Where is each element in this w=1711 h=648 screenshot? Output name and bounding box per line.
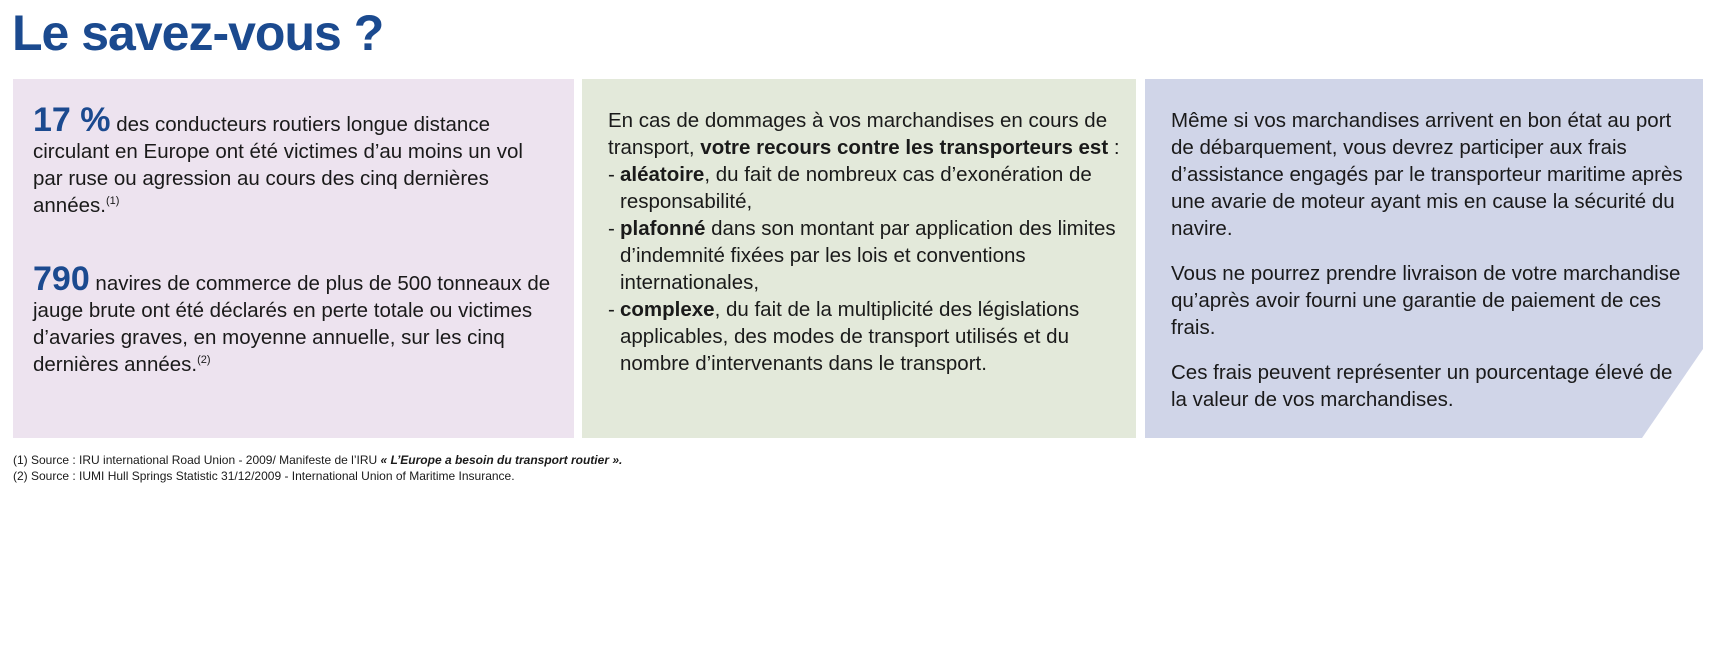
dash-marker: - <box>608 163 615 186</box>
assistance-panel <box>1145 79 1703 438</box>
stat-value: 790 <box>33 260 90 298</box>
stats-panel <box>13 79 574 438</box>
list-item <box>608 161 1126 215</box>
footnote-text: (1) Source : IRU international Road Union - 2009/ Manifeste de l’IRU <box>13 453 381 467</box>
footnotes <box>13 452 622 484</box>
list-item <box>608 215 1126 296</box>
recourse-list <box>608 161 1126 377</box>
stat-text: navires de commerce de plus de 500 tonneaux de jauge brute ont été déclarés en perte totale ou victimes d’avaries graves, en moyenne annuelle, sur les cinq dernières années. <box>33 272 551 376</box>
list-item-text: , du fait de nombreux cas d’exonération de responsabilité, <box>620 163 1092 213</box>
paragraph: Vous ne pourrez prendre livraison de votre marchandise qu’après avoir fourni une garantie de paiement de ces frais. <box>1171 262 1681 339</box>
stat-text: des conducteurs routiers longue distance circulant en Europe ont été victimes d’au moins un vol par ruse ou agression au cours des cinq dernières années. <box>33 113 523 217</box>
intro-end: : <box>1108 136 1120 159</box>
footnote-ref: (1) <box>105 195 120 208</box>
footnote-ref: (2) <box>197 354 211 367</box>
intro-bold-text: votre recours contre les transporteurs est <box>700 136 1109 159</box>
dash-marker: - <box>608 298 615 321</box>
list-item-text: dans son montant par application des limites d’indemnité fixées par les lois et conventions internationales, <box>620 217 1116 294</box>
footnote-1 <box>13 452 622 468</box>
footnote-title: « L’Europe a besoin du transport routier ». <box>380 453 623 467</box>
list-item-bold: complexe <box>620 298 715 321</box>
recourse-panel <box>582 79 1136 438</box>
stat-truck-drivers <box>33 101 558 219</box>
list-item-text: , du fait de la multiplicité des législations applicables, des modes de transport utilisés et du nombre d’intervenants dans le transport. <box>620 298 1080 375</box>
list-item-bold: plafonné <box>620 217 706 240</box>
recourse-intro <box>608 107 1126 161</box>
list-item <box>608 296 1126 377</box>
intro-text: En cas de dommages à vos marchandises en cours de transport, <box>608 109 1108 159</box>
stat-ships <box>33 260 558 378</box>
dash-marker: - <box>608 217 615 240</box>
list-item-bold: aléatoire <box>620 163 705 186</box>
paragraph: Même si vos marchandises arrivent en bon état au port de débarquement, vous devrez participer aux frais d’assistance engagés par le transporteur maritime après une avarie de moteur ayant mis en cause la sécurité du navire. <box>1171 109 1683 240</box>
page-title: Le savez-vous ? <box>12 5 384 61</box>
footnote-2: (2) Source : IUMI Hull Springs Statistic 31/12/2009 - International Union of Maritime Insurance. <box>13 469 515 483</box>
stat-value: 17 % <box>33 101 111 139</box>
paragraph: Ces frais peuvent représenter un pourcentage élevé de la valeur de vos marchandises. <box>1171 361 1673 411</box>
